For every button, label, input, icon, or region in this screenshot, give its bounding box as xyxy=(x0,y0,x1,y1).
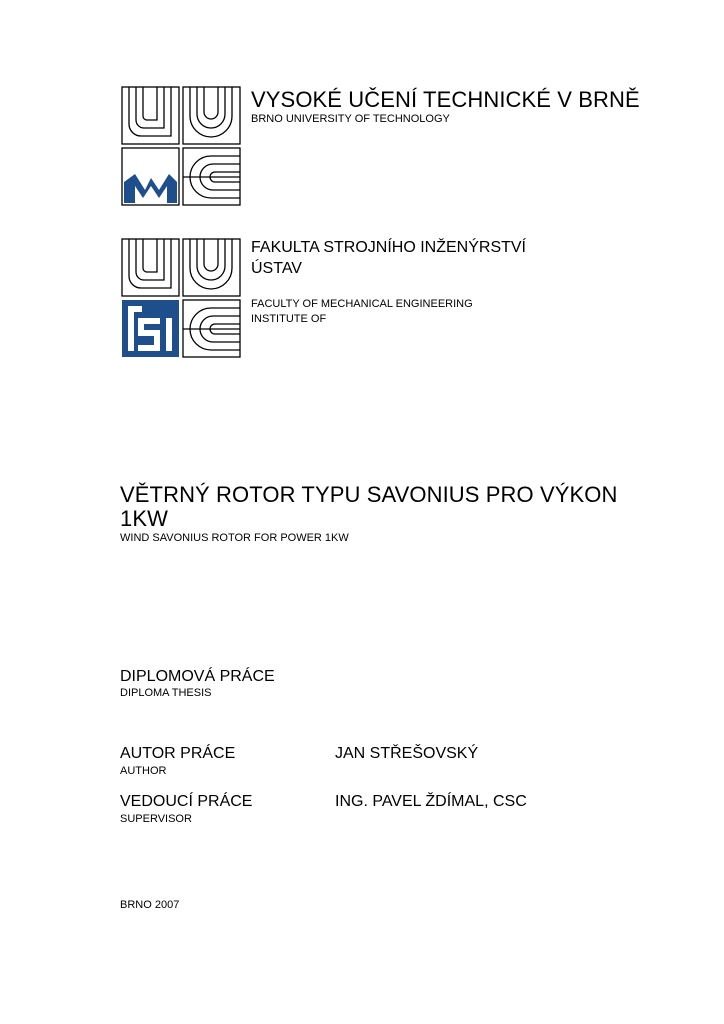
author-label-en: AUTHOR xyxy=(120,765,167,777)
faculty-name-cz: FAKULTA STROJNÍHO INŽENÝRSTVÍ xyxy=(251,239,526,256)
faculty-name-en: FACULTY OF MECHANICAL ENGINEERING xyxy=(251,298,473,310)
fsi-logo-icon xyxy=(121,238,241,358)
supervisor-label-cz: VEDOUCÍ PRÁCE xyxy=(120,793,253,810)
supervisor-name: ING. PAVEL ŽDÍMAL, CSC xyxy=(335,793,527,810)
thesis-type-en: DIPLOMA THESIS xyxy=(120,687,212,699)
thesis-type-cz: DIPLOMOVÁ PRÁCE xyxy=(120,668,275,685)
thesis-title-cz-line1: VĚTRNÝ ROTOR TYPU SAVONIUS PRO VÝKON xyxy=(120,482,618,507)
author-name: JAN STŘEŠOVSKÝ xyxy=(335,745,479,762)
place-year: BRNO 2007 xyxy=(120,899,180,911)
university-name-cz: VYSOKÉ UČENÍ TECHNICKÉ V BRNĚ xyxy=(251,87,640,112)
supervisor-label-en: SUPERVISOR xyxy=(120,813,192,825)
author-label-cz: AUTOR PRÁCE xyxy=(120,745,236,762)
thesis-title-cz-line2: 1KW xyxy=(120,506,168,531)
vut-logo-icon xyxy=(121,86,241,206)
university-name-en: BRNO UNIVERSITY OF TECHNOLOGY xyxy=(251,113,450,125)
institute-name-cz: ÚSTAV xyxy=(251,260,302,277)
institute-name-en: INSTITUTE OF xyxy=(251,313,327,325)
thesis-title-en: WIND SAVONIUS ROTOR FOR POWER 1KW xyxy=(120,532,349,544)
